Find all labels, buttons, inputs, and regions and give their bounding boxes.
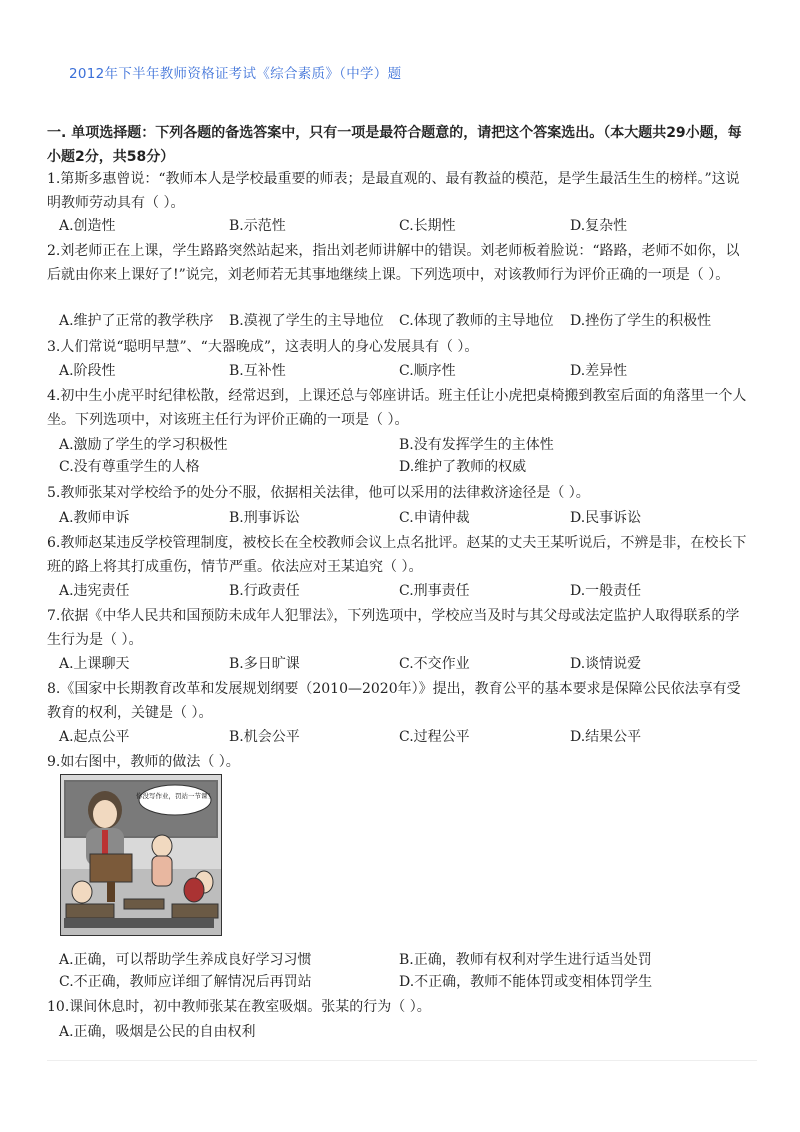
options-8 — [59, 726, 749, 748]
option-d[interactable]: D.挫伤了学生的积极性 — [570, 313, 712, 329]
option-d[interactable]: D.一般责任 — [570, 583, 642, 599]
teacher-cartoon-image — [60, 774, 222, 936]
options-5 — [59, 507, 749, 529]
option-b[interactable]: B.互补性 — [229, 363, 286, 379]
option-b[interactable]: B.漠视了学生的主导地位 — [229, 313, 384, 329]
page-divider — [47, 1060, 757, 1061]
option-d[interactable]: D.结果公平 — [570, 729, 642, 745]
question-4: 4.初中生小虎平时纪律松散，经常迟到，上课还总与邻座讲话。班主任让小虎把桌椅搬到教室后面的角落里一个人坐。下列选项中，对该班主任行为评价正确的一项是（ ）。 — [47, 388, 747, 428]
option-a[interactable]: A.教师申诉 — [59, 510, 130, 526]
page-title: 2012年下半年教师资格证考试《综合素质》（中学）题 — [69, 66, 402, 82]
question-2: 2.刘老师正在上课，学生路路突然站起来，指出刘老师讲解中的错误。刘老师板着脸说：“路路，老师不如你，以后就由你来上课好了!”说完，刘老师若无其事地继续上课。下列选项中，对该教师行为评价正确的一项是（ ）。 — [47, 243, 740, 283]
option-a[interactable]: A.起点公平 — [59, 729, 130, 745]
option-c[interactable]: C.不交作业 — [399, 656, 470, 672]
option-a[interactable]: A.阶段性 — [59, 363, 116, 379]
option-a[interactable]: A.上课聊天 — [59, 656, 130, 672]
options-10 — [59, 1021, 749, 1043]
options-4b — [59, 456, 749, 478]
option-c[interactable]: C.不正确，教师应详细了解情况后再罚站 — [59, 974, 312, 990]
option-c[interactable]: C.刑事责任 — [399, 583, 470, 599]
question-7: 7.依据《中华人民共和国预防未成年人犯罪法》，下列选项中，学校应当及时与其父母或法定监护人取得联系的学生行为是（ ）。 — [47, 608, 740, 648]
option-a[interactable]: A.激励了学生的学习积极性 — [59, 437, 228, 453]
option-b[interactable]: B.正确，教师有权利对学生进行适当处罚 — [399, 952, 652, 968]
options-9b — [59, 971, 749, 993]
option-d[interactable]: D.民事诉讼 — [570, 510, 642, 526]
option-d[interactable]: D.谈情说爱 — [570, 656, 642, 672]
option-a[interactable]: A.创造性 — [59, 218, 116, 234]
option-b[interactable]: B.行政责任 — [229, 583, 300, 599]
option-b[interactable]: B.刑事诉讼 — [229, 510, 300, 526]
options-4a — [59, 434, 749, 456]
option-b[interactable]: B.没有发挥学生的主体性 — [399, 437, 554, 453]
option-b[interactable]: B.机会公平 — [229, 729, 300, 745]
question-8: 8.《国家中长期教育改革和发展规划纲要（2010—2020年）》提出，教育公平的基本要求是保障公民依法享有受教育的权利，关键是（ ）。 — [47, 681, 741, 721]
option-d[interactable]: D.不正确，教师不能体罚或变相体罚学生 — [399, 974, 653, 990]
options-6 — [59, 580, 749, 602]
question-10: 10.课间休息时，初中教师张某在教室吸烟。张某的行为（ ）。 — [47, 999, 431, 1015]
option-a[interactable]: A.正确，可以帮助学生养成良好学习习惯 — [59, 952, 312, 968]
option-c[interactable]: C.长期性 — [399, 218, 456, 234]
option-a[interactable]: A.正确，吸烟是公民的自由权利 — [59, 1024, 256, 1040]
option-b[interactable]: B.多日旷课 — [229, 656, 300, 672]
question-5: 5.教师张某对学校给予的处分不服，依据相关法律，他可以采用的法律救济途径是（ ）。 — [47, 485, 590, 501]
options-2 — [59, 310, 749, 332]
option-c[interactable]: C.申请仲裁 — [399, 510, 470, 526]
options-3 — [59, 360, 749, 382]
question-3: 3.人们常说“聪明早慧”、“大器晚成”，这表明人的身心发展具有（ ）。 — [47, 339, 479, 355]
option-a[interactable]: A.维护了正常的教学秩序 — [59, 313, 214, 329]
option-a[interactable]: A.违宪责任 — [59, 583, 130, 599]
question-9: 9.如右图中，教师的做法（ ）。 — [47, 754, 240, 770]
section-heading: 一. 单项选择题：下列各题的备选答案中，只有一项是最符合题意的，请把这个答案选出。（本大题共29小题，每小题2分，共58分） — [47, 125, 742, 165]
option-d[interactable]: D.复杂性 — [570, 218, 628, 234]
options-1 — [59, 215, 749, 237]
option-d[interactable]: D.维护了教师的权威 — [399, 459, 527, 475]
question-1: 1.第斯多惠曾说：“教师本人是学校最重要的师表；是最直观的、最有教益的模范，是学生最活生生的榜样。”这说明教师劳动具有（ ）。 — [47, 171, 740, 211]
options-9a — [59, 949, 749, 971]
options-7 — [59, 653, 749, 675]
option-c[interactable]: C.过程公平 — [399, 729, 470, 745]
speech-bubble-text: 你没写作业，罚站一节课！ — [136, 792, 214, 800]
option-c[interactable]: C.顺序性 — [399, 363, 456, 379]
question-6: 6.教师赵某违反学校管理制度，被校长在全校教师会议上点名批评。赵某的丈夫王某听说后，不辨是非，在校长下班的路上将其打成重伤，情节严重。依法应对王某追究（ ）。 — [47, 535, 747, 575]
option-c[interactable]: C.没有尊重学生的人格 — [59, 459, 200, 475]
option-c[interactable]: C.体现了教师的主导地位 — [399, 313, 554, 329]
option-d[interactable]: D.差异性 — [570, 363, 628, 379]
option-b[interactable]: B.示范性 — [229, 218, 286, 234]
